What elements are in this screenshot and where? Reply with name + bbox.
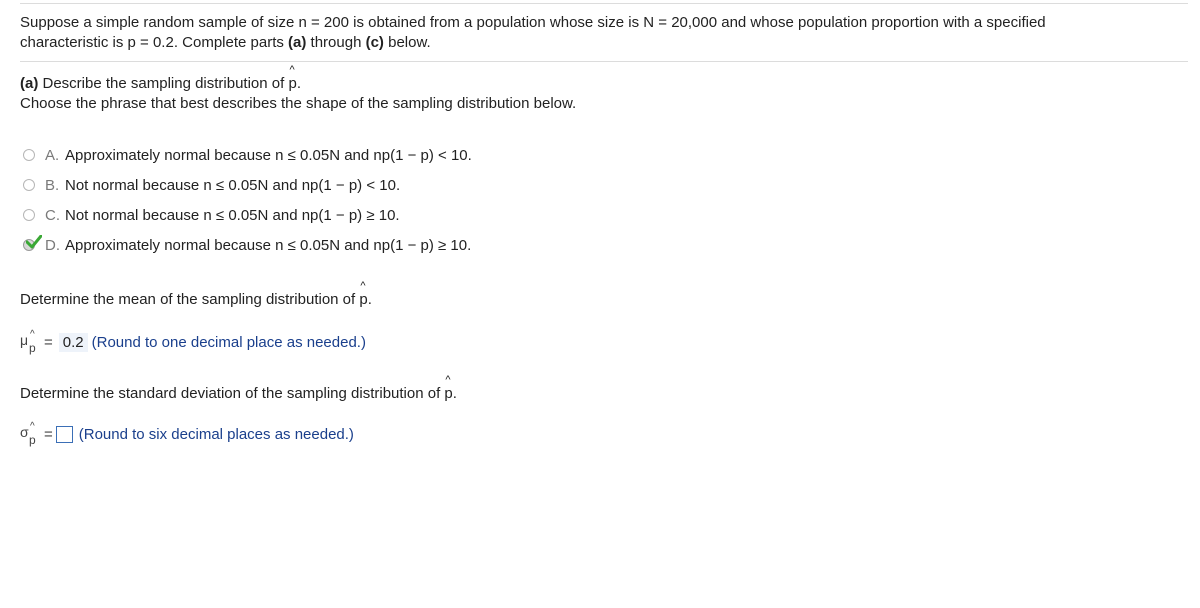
- part-a-instruction: Choose the phrase that best describes the shape of the sampling distribution below.: [20, 95, 577, 112]
- option-b-letter: B.: [45, 176, 60, 194]
- option-c-letter: C.: [45, 206, 60, 224]
- hat-mark: ^: [30, 421, 35, 432]
- sigma-symbol: σ: [20, 424, 29, 440]
- option-c-text: Not normal because n ≤ 0.05N and np(1 − p) ≥ 10.: [65, 206, 400, 224]
- intro-line1: Suppose a simple random sample of size n = 200 is obtained from a population whose size is N = 20,000 and whose population proportion with a specified: [20, 14, 1046, 31]
- option-b[interactable]: [23, 175, 400, 195]
- sd-prompt: [20, 384, 457, 404]
- problem-statement: [20, 13, 1180, 53]
- part-a-label: (a): [20, 75, 39, 92]
- intro-through: through: [306, 34, 366, 51]
- radio-option-c[interactable]: [23, 209, 35, 221]
- sd-answer-row: [20, 422, 354, 446]
- option-c[interactable]: [23, 205, 400, 225]
- equals-sign: =: [44, 425, 53, 443]
- p-hat-symbol: ^ p: [288, 74, 296, 94]
- intro-line2-pre: characteristic is p = 0.2. Complete parts: [20, 34, 289, 51]
- sigma-p-hat-symbol: [20, 422, 44, 446]
- checkmark-icon: [26, 235, 42, 249]
- section-divider: [20, 61, 1188, 62]
- option-a[interactable]: [23, 145, 472, 165]
- mean-hint: (Round to one decimal place as needed.): [91, 333, 366, 351]
- mean-prompt: [20, 290, 372, 310]
- part-a-describe: Describe the sampling distribution of: [38, 75, 289, 92]
- mu-subscript: p: [29, 341, 36, 355]
- hat-mark: ^: [30, 329, 35, 340]
- mean-prompt-text: Determine the mean of the sampling distribution of: [20, 291, 360, 308]
- option-a-text: Approximately normal because n ≤ 0.05N and np(1 − p) < 10.: [65, 146, 472, 164]
- p-hat-symbol: ^ p: [444, 384, 452, 404]
- intro-line2-post: below.: [383, 34, 431, 51]
- sd-hint: (Round to six decimal places as needed.): [78, 425, 354, 443]
- intro-part-a: (a): [288, 34, 307, 51]
- intro-part-c: (c): [365, 34, 384, 51]
- sigma-subscript: p: [29, 433, 36, 447]
- part-a-period: .: [296, 75, 301, 92]
- radio-option-b[interactable]: [23, 179, 35, 191]
- mean-answer-row: [20, 330, 366, 354]
- sd-prompt-text: Determine the standard deviation of the sampling distribution of: [20, 385, 445, 402]
- option-d-letter: D.: [45, 236, 60, 254]
- part-a-heading: [20, 74, 576, 114]
- mu-symbol: μ: [20, 332, 29, 348]
- sd-answer-input[interactable]: [56, 426, 73, 443]
- mu-p-hat-symbol: [20, 330, 44, 354]
- radio-option-d[interactable]: [23, 239, 35, 251]
- mean-value: 0.2: [59, 333, 88, 352]
- option-a-letter: A.: [45, 146, 60, 164]
- equals-sign: =: [44, 333, 53, 351]
- p-hat-symbol: ^ p: [359, 290, 367, 310]
- sd-prompt-period: .: [452, 385, 457, 402]
- mean-prompt-period: .: [367, 291, 372, 308]
- option-b-text: Not normal because n ≤ 0.05N and np(1 − p) < 10.: [65, 176, 401, 194]
- option-d-text: Approximately normal because n ≤ 0.05N and np(1 − p) ≥ 10.: [65, 236, 472, 254]
- radio-option-a[interactable]: [23, 149, 35, 161]
- top-divider: [20, 3, 1188, 4]
- option-d[interactable]: [23, 235, 471, 255]
